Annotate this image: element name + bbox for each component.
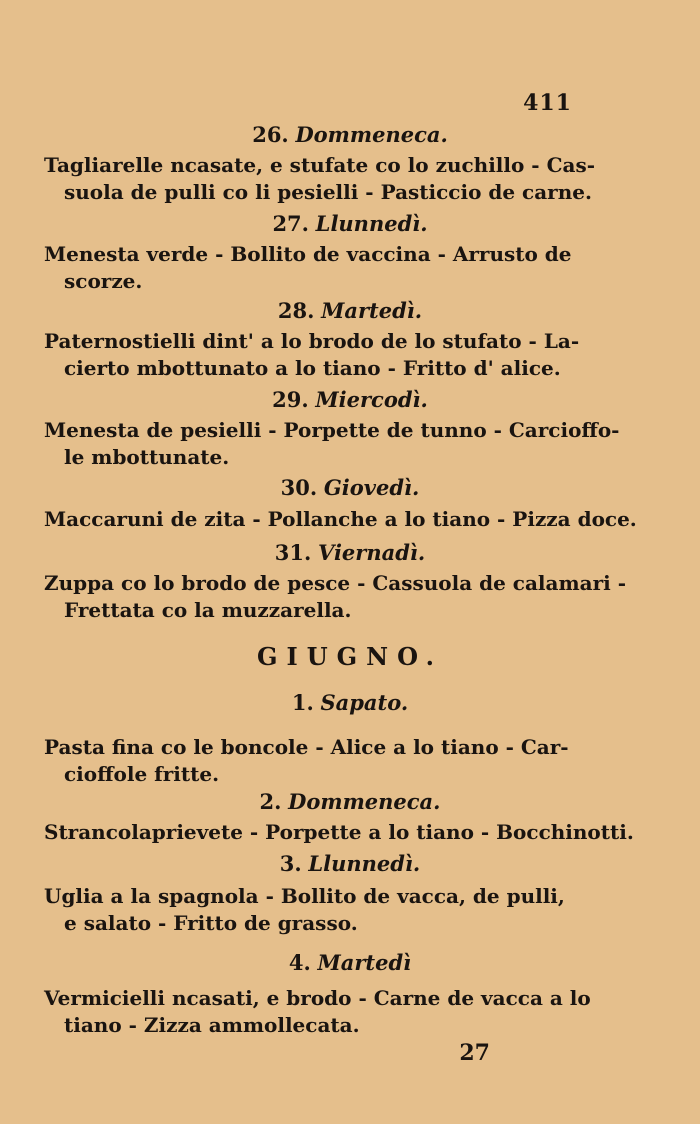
entry-line: Zuppa co lo brodo de pesce - Cassuola de calamari - bbox=[44, 571, 627, 595]
menu-entry bbox=[44, 883, 574, 937]
day-number: 30. bbox=[280, 475, 318, 500]
month-heading: GIUGNO. bbox=[257, 642, 443, 671]
day-heading bbox=[0, 298, 700, 324]
menu-entry bbox=[44, 985, 591, 1039]
entry-line: e salato - Fritto de grasso. bbox=[64, 911, 358, 935]
menu-entry bbox=[44, 417, 620, 471]
day-heading bbox=[0, 851, 700, 877]
day-heading bbox=[0, 789, 700, 815]
day-number: 1. bbox=[291, 690, 314, 715]
menu-entry bbox=[44, 506, 637, 533]
day-name: Llunnedì. bbox=[315, 211, 428, 236]
day-heading bbox=[0, 211, 700, 237]
menu-entry bbox=[44, 734, 574, 788]
entry-line: Menesta verde - Bollito de vaccina - Arrusto de bbox=[44, 242, 572, 266]
signature-mark: 27 bbox=[459, 1040, 490, 1066]
day-name: Viernadì. bbox=[318, 540, 426, 565]
day-name: Llunnedì. bbox=[308, 851, 421, 876]
day-heading bbox=[0, 387, 700, 413]
entry-line: Strancolaprievete - Porpette a lo tiano - Bocchinotti. bbox=[44, 820, 634, 844]
entry-line: Pasta fina co le boncole - Alice a lo tiano - Car- bbox=[44, 735, 569, 759]
entry-line: Tagliarelle ncasate, e stufate co lo zuchillo - Cas- bbox=[44, 153, 596, 177]
day-number: 28. bbox=[277, 298, 315, 323]
day-name: Giovedì. bbox=[323, 475, 420, 500]
day-name: Dommeneca. bbox=[295, 122, 448, 147]
entry-line: cioffole fritte. bbox=[64, 762, 220, 786]
entry-line: Paternostielli dint' a lo brodo de lo stufato - La- bbox=[44, 329, 580, 353]
entry-line: le mbottunate. bbox=[64, 445, 230, 469]
day-heading bbox=[0, 122, 700, 148]
menu-entry bbox=[44, 819, 634, 846]
day-heading bbox=[0, 540, 700, 566]
entry-line: Vermicielli ncasati, e brodo - Carne de vacca a lo bbox=[44, 986, 591, 1010]
menu-entry bbox=[44, 241, 574, 295]
day-name: Miercodì. bbox=[315, 387, 428, 412]
day-number: 27. bbox=[272, 211, 309, 236]
entry-line: Menesta de pesielli - Porpette de tunno - Carcioffo- bbox=[44, 418, 620, 442]
day-number: 3. bbox=[279, 851, 302, 876]
page-number: 411 bbox=[523, 90, 572, 116]
menu-entry bbox=[44, 152, 596, 206]
day-number: 4. bbox=[288, 950, 311, 975]
day-number: 31. bbox=[274, 540, 312, 565]
entry-line: Maccaruni de zita - Pollanche a lo tiano - Pizza doce. bbox=[44, 507, 637, 531]
day-name: Dommeneca. bbox=[288, 789, 441, 814]
day-name: Martedì bbox=[317, 950, 412, 975]
entry-line: Uglia a la spagnola - Bollito de vacca, de pulli, bbox=[44, 884, 565, 908]
day-heading bbox=[0, 690, 700, 716]
day-heading bbox=[0, 950, 700, 976]
entry-line: cierto mbottunato a lo tiano - Fritto d' alice. bbox=[64, 356, 561, 380]
day-number: 29. bbox=[272, 387, 309, 412]
entry-line: Frettata co la muzzarella. bbox=[64, 598, 352, 622]
entry-line: suola de pulli co li pesielli - Pasticcio de carne. bbox=[64, 180, 592, 204]
menu-entry bbox=[44, 570, 627, 624]
entry-line: scorze. bbox=[64, 269, 143, 293]
day-number: 26. bbox=[252, 122, 289, 147]
day-name: Sapato. bbox=[320, 690, 409, 715]
day-number: 2. bbox=[259, 789, 282, 814]
entry-line: tiano - Zizza ammollecata. bbox=[64, 1013, 360, 1037]
day-heading bbox=[0, 475, 700, 501]
day-name: Martedì. bbox=[321, 298, 423, 323]
menu-entry bbox=[44, 328, 580, 382]
